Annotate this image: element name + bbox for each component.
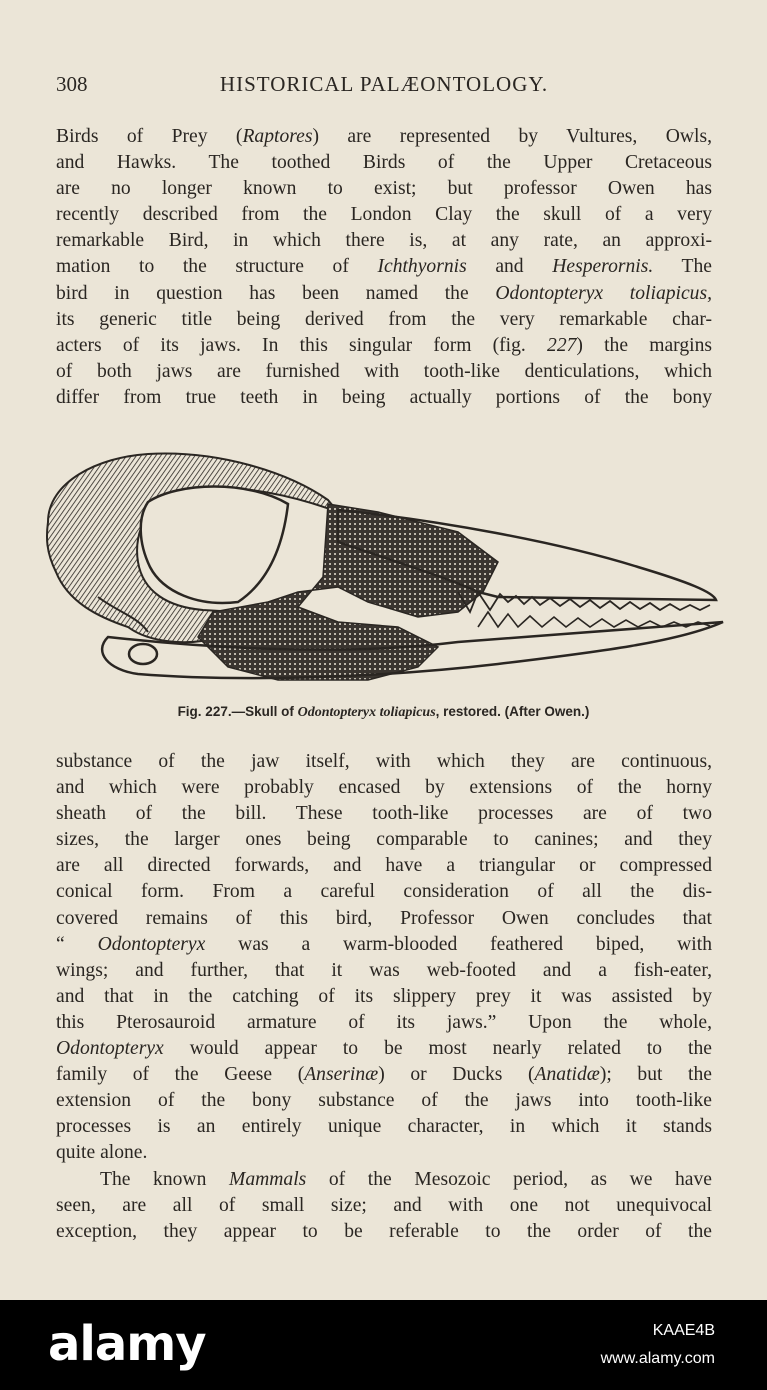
text-line: seen, are all of small size; and with one not unequivocal [56,1194,712,1216]
text-line: wings; and further, that it was web-footed and a fish-eater, [56,959,712,981]
text-line: differ from true teeth in being actually portions of the bony [56,386,712,408]
text-line: remarkable Bird, in which there is, at any rate, an approxi- [56,230,712,252]
text-line: Odontopteryx would appear to be most nearly related to the [56,1038,712,1060]
orbit [141,487,288,603]
text-line: acters of its jaws. In this singular form (fig. 227) the margins [56,334,713,356]
text-line: The known Mammals of the Mesozoic period, as we have [100,1168,712,1190]
text-line: and that in the catching of its slippery prey it was assisted by [56,985,712,1007]
text-line: mation to the structure of Ichthyornis and Hesperornis. The [56,256,712,278]
text-line: and Hawks. The toothed Birds of the Upper Cretaceous [56,152,712,174]
alamy-logo: alamy [48,1316,206,1372]
text-line: are no longer known to exist; but professor Owen has [56,178,712,200]
page-header [56,72,712,100]
page-number: 308 [56,72,88,96]
text-line: conical form. From a careful consideration of all the dis- [56,881,712,903]
text-line: recently described from the London Clay the skull of a very [56,204,712,226]
text-line: processes is an entirely unique character, in which it stands [56,1116,712,1138]
text-line: sizes, the larger ones being comparable to canines; and they [56,829,712,851]
image-id: KAAE4B [652,1322,715,1339]
text-line: Birds of Prey (Raptores) are represented by Vultures, Owls, [56,126,713,147]
text-line: substance of the jaw itself, with which they are continuous, [56,751,712,772]
text-line: bird in question has been named the Odontopteryx toliapicus, [56,282,712,304]
figure-caption: Fig. 227.—Skull of Odontopteryx toliapicus, restored. (After Owen.) [177,704,590,720]
image-url: www.alamy.com [600,1350,715,1367]
text-line: exception, they appear to be referable to the order of the [56,1220,712,1242]
text-line: family of the Geese (Anserinæ) or Ducks (Anatidæ); but the [56,1064,712,1086]
text-line: are all directed forwards, and have a triangular or compressed [56,855,712,877]
running-title: HISTORICAL PALÆONTOLOGY. [219,72,549,96]
quadrate [129,644,157,664]
skull-illustration [38,442,728,687]
text-line: sheath of the bill. These tooth-like processes are of two [56,803,712,825]
text-line: and which were probably encased by extensions of the horny [56,777,712,799]
text-line: this Pterosauroid armature of its jaws.” Upon the whole, [56,1011,712,1033]
text-line: covered remains of this bird, Professor Owen concludes that [56,907,712,929]
text-line: of both jaws are furnished with tooth-like denticulations, which [56,360,712,382]
text-line: its generic title being derived from the very remarkable char- [56,308,712,330]
paragraph-2 [56,749,712,1245]
text-line: “ Odontopteryx was a warm-blooded feathered biped, with [56,933,712,955]
upper-teeth [458,592,710,612]
text-line: extension of the bony substance of the jaws into tooth-like [56,1090,712,1112]
text-line: quite alone. [56,1142,148,1164]
paragraph-1 [56,124,712,411]
